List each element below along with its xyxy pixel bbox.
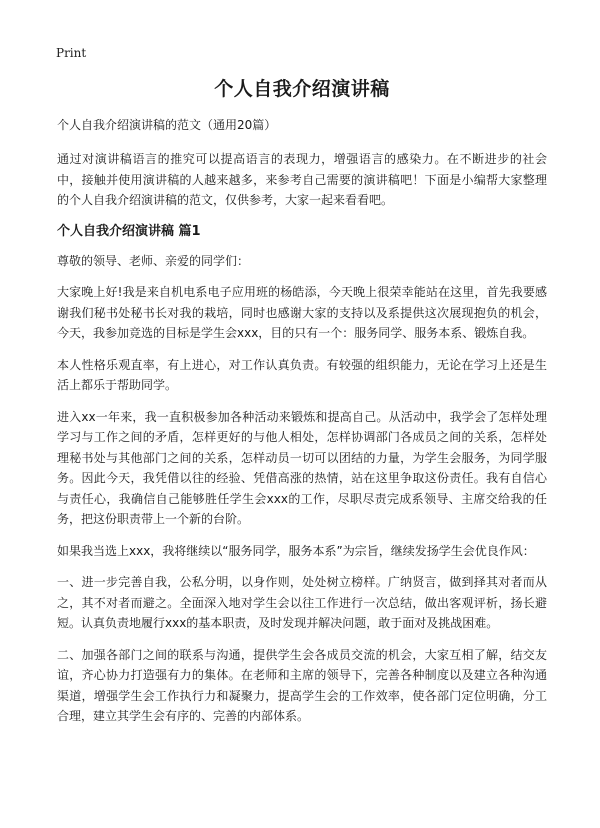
intro-paragraph: 通过对演讲稿语言的推究可以提高语言的表现力，增强语言的感染力。在不断进步的社会中，接触并使用演讲稿的人越来越多，来参考自己需要的演讲稿吧！下面是小编帮大家整理的个人自我介绍演讲稿的范文，仅供参考，大家一起来看看吧。 xyxy=(57,152,547,207)
body-paragraph: 一、进一步完善自我，公私分明，以身作则，处处树立榜样。广纳贤言，做到择其对者而从之，其不对者而避之。全面深入地对学生会以往工作进行一次总结，做出客观评析，扬长避短。认真负责地履行xxx的基本职责，及时发现并解决问题，敢于面对及挑战困难。 xyxy=(57,575,547,630)
greeting-paragraph: 尊敬的领导、老师、亲爱的同学们： xyxy=(57,253,250,268)
section-heading: 个人自我介绍演讲稿 篇1 xyxy=(57,223,201,239)
body-paragraph: 二、加强各部门之间的联系与沟通，提供学生会各成员交流的机会，大家互相了解，结交友谊，齐心协力打造强有力的集体。在老师和主席的领导下，完善各种制度以及建立各种沟通渠道，增强学生会工作执行力和凝聚力，提高学生会的工作效率，使各部门定位明确，分工合理，建立其学生会有序的、完善的内部体系。 xyxy=(57,647,547,723)
body-paragraph: 大家晚上好!我是来自机电系电子应用班的杨皓添，今天晚上很荣幸能站在这里，首先我要感谢我们秘书处秘书长对我的栽培，同时也感谢大家的支持以及系提供这次展现抱负的机会，今天，我参加竞选的目标是学生会xxx，目的只有一个：服务同学、服务本系、锻炼自我。 xyxy=(57,285,547,340)
body-paragraph: 本人性格乐观直率，有上进心，对工作认真负责。有较强的组织能力，无论在学习上还是生活上都乐于帮助同学。 xyxy=(57,357,547,392)
body-paragraph: 如果我当选上xxx，我将继续以“服务同学，服务本系”为宗旨，继续发扬学生会优良作风： xyxy=(57,543,535,558)
body-paragraph: 进入xx一年来，我一直积极参加各种活动来锻炼和提高自己。从活动中，我学会了怎样处理学习与工作之间的矛盾，怎样更好的与他人相处，怎样协调部门各成员之间的关系，怎样处理秘书处与其他部门之间的关系，怎样动员一切可以团结的力量，为学生会服务，为同学服务。因此今天，我凭借以往的经验、凭借高涨的热情，站在这里争取这份责任。我有自信心与责任心，我确信自己能够胜任学生会xxx的工作，尽职尽责完成系领导、主席交给我的任务，把这份职责带上一个新的台阶。 xyxy=(57,409,547,526)
document-subtitle: 个人自我介绍演讲稿的范文（通用20篇） xyxy=(57,118,277,132)
print-link[interactable]: Print xyxy=(56,46,87,60)
document-title: 个人自我介绍演讲稿 xyxy=(214,78,390,100)
document-body xyxy=(57,76,547,738)
